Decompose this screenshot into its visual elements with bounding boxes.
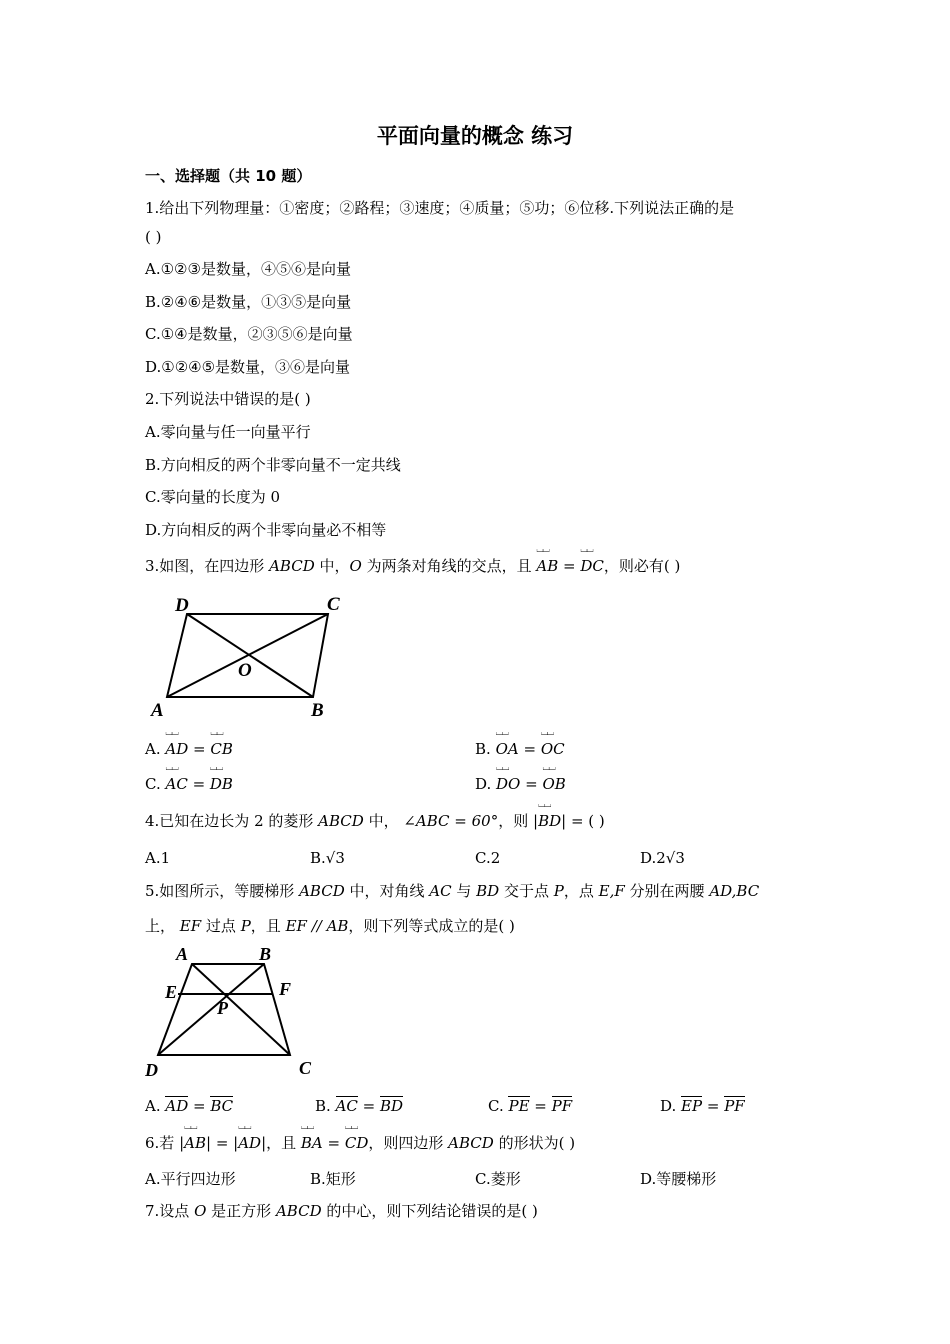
label-c: C	[299, 1058, 312, 1078]
q6-option-d: D.等腰梯形	[640, 1170, 717, 1188]
q4-stem: 4.已知在边长为 2 的菱形 ABCD 中， ∠ABC = 60°，则 |⌴⌴ BD| = ( )	[145, 810, 605, 831]
q3-stem: 3.如图，在四边形 ABCD 中，O 为两条对角线的交点，且 ⌴⌴ AB = ⌴⌴ DC，则必有( )	[145, 555, 680, 576]
q4-option-c: C.2	[475, 849, 501, 867]
label-e: E	[165, 982, 178, 1002]
label-b: B	[311, 700, 324, 721]
q6-option-b: B.矩形	[310, 1170, 356, 1188]
diagonal-db	[187, 614, 313, 697]
label-d: D	[145, 1060, 158, 1080]
q2-option-a: A.零向量与任一向量平行	[145, 423, 311, 441]
q5-option-a: A. AD = BC	[145, 1097, 234, 1115]
q1-stem-paren: ( )	[145, 228, 162, 246]
q1-option-c: C.①④是数量，②③⑤⑥是向量	[145, 325, 353, 343]
diagonal-bd	[158, 964, 264, 1055]
diagonal-ac	[192, 964, 290, 1055]
q1-option-d: D.①②④⑤是数量，③⑥是向量	[145, 358, 351, 376]
q5-stem-line1: 5.如图所示，等腰梯形 ABCD 中，对角线 AC 与 BD 交于点 P，点 E,F 分别在两腰 AD,BC	[145, 882, 760, 900]
q5-figure-trapezoid	[145, 940, 325, 1080]
q6-stem: 6.若 |⌴⌴ AB| = |⌴⌴ AD|，且 ⌴⌴ BA = ⌴⌴ CD，则四边形 ABCD 的形状为( )	[145, 1132, 575, 1153]
q1-option-b: B.②④⑥是数量，①③⑤是向量	[145, 293, 352, 311]
vector-dc: ⌴⌴ DC	[580, 557, 604, 575]
q4-option-b: B.√3	[310, 849, 345, 867]
q2-stem: 2.下列说法中错误的是( )	[145, 390, 311, 408]
vector-ab: ⌴⌴ AB	[536, 557, 558, 575]
label-o: O	[238, 660, 252, 681]
q6-option-a: A.平行四边形	[145, 1170, 236, 1188]
q2-option-b: B.方向相反的两个非零向量不一定共线	[145, 456, 401, 474]
q5-stem-line2: 上， EF 过点 P，且 EF // AB，则下列等式成立的是( )	[145, 917, 515, 935]
q3-option-c: C. ⌴⌴ AC = ⌴⌴ DB	[145, 775, 233, 793]
section-heading: 一、选择题（共 10 题）	[145, 167, 312, 185]
q2-option-c: C.零向量的长度为 0	[145, 488, 281, 506]
label-d: D	[175, 595, 189, 616]
q1-stem: 1.给出下列物理量：①密度；②路程；③速度；④质量；⑤功；⑥位移.下列说法正确的是	[145, 199, 735, 217]
page-title: 平面向量的概念 练习	[376, 124, 574, 148]
q4-option-a: A.1	[145, 849, 171, 867]
q3-option-d: D. ⌴⌴ DO = ⌴⌴ OB	[475, 775, 566, 793]
q6-option-c: C.菱形	[475, 1170, 521, 1188]
q3-option-b: B. ⌴⌴ OA = ⌴⌴ OC	[475, 740, 565, 758]
label-b: B	[259, 944, 272, 964]
q7-stem: 7.设点 O 是正方形 ABCD 的中心，则下列结论错误的是( )	[145, 1202, 538, 1220]
q2-option-d: D.方向相反的两个非零向量必不相等	[145, 521, 387, 539]
label-c: C	[327, 594, 340, 615]
q5-option-c: C. PE = PF	[488, 1097, 573, 1115]
q5-option-d: D. EP = PF	[660, 1097, 745, 1115]
q3-option-a: A. ⌴⌴ AD = ⌴⌴ CB	[145, 740, 233, 758]
label-p: P	[217, 998, 228, 1018]
q3-figure-parallelogram	[145, 590, 355, 725]
q1-option-a: A.①②③是数量，④⑤⑥是向量	[145, 260, 351, 278]
q4-option-d: D.2√3	[640, 849, 685, 867]
label-f: F	[279, 979, 292, 999]
label-a: A	[176, 944, 189, 964]
label-a: A	[151, 700, 164, 721]
diagonal-ca	[167, 614, 328, 697]
q5-option-b: B. AC = BD	[315, 1097, 404, 1115]
vector-bd: ⌴⌴ BD	[538, 812, 561, 830]
